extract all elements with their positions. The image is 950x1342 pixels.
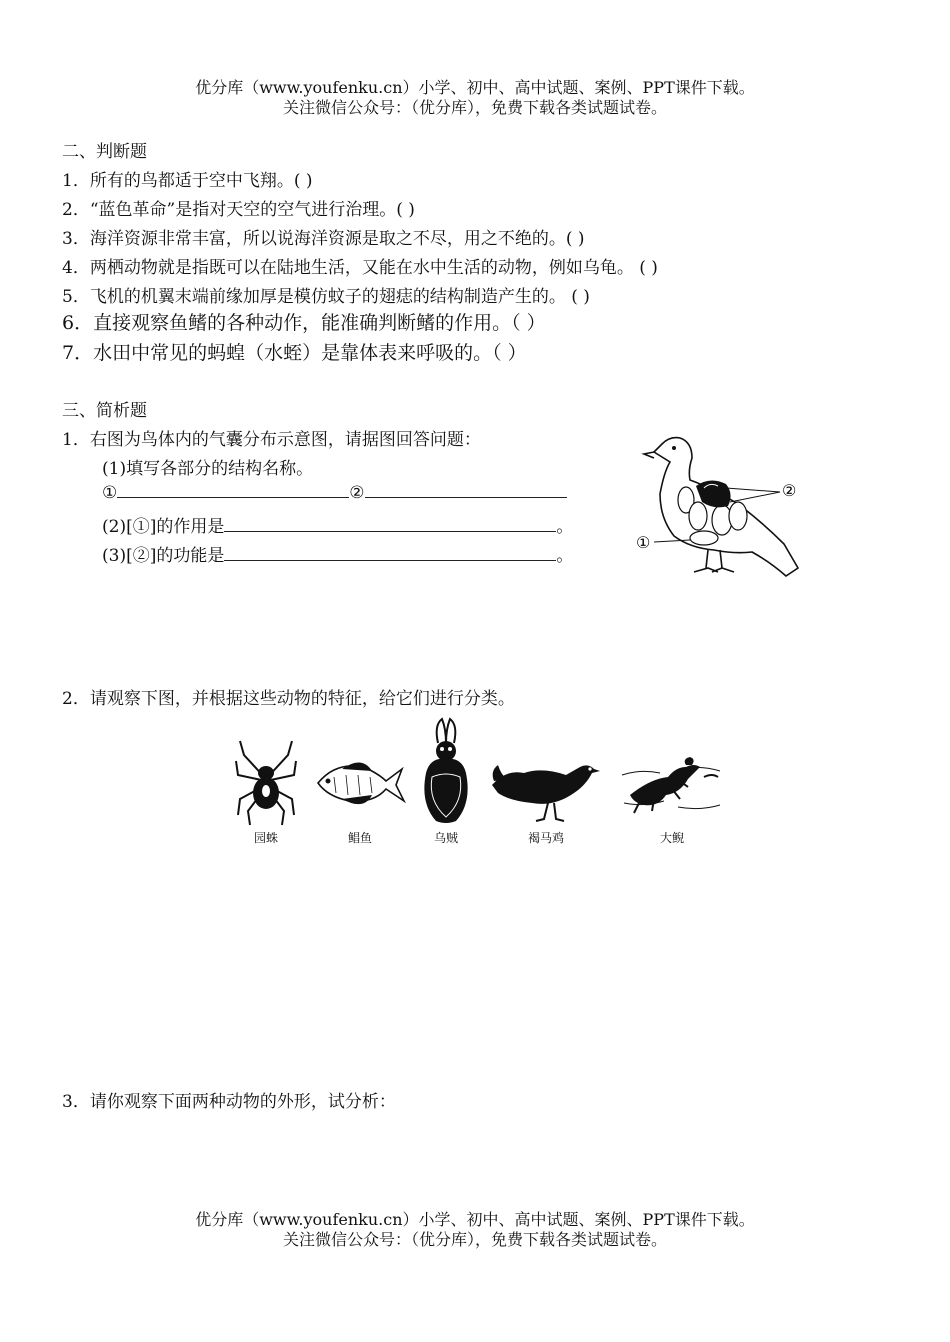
- judge-item-1: 1．所有的鸟都适于空中飞翔。( ): [62, 171, 313, 191]
- answer-blank-2[interactable]: [365, 483, 567, 498]
- footer-line-1: 优分库（www.youfenku.cn）小学、初中、高中试题、案例、PPT课件下载。: [195, 1210, 755, 1229]
- bird-air-sac-figure: [630, 430, 820, 594]
- q1-sub2-end: 。: [556, 517, 574, 537]
- animal-caption-spider: 园蛛: [253, 831, 278, 845]
- animal-caption-pheasant: 褐马鸡: [527, 831, 564, 845]
- answer-blank-4[interactable]: [224, 546, 556, 561]
- judge-item-2: 2．“蓝色革命”是指对天空的空气进行治理。( ): [62, 200, 415, 220]
- header-line-1: 优分库（www.youfenku.cn）小学、初中、高中试题、案例、PPT课件下载。: [195, 78, 755, 97]
- judge-item-5: 5．飞机的机翼末端前缘加厚是模仿蚊子的翅痣的结构制造产生的。 ( ): [62, 287, 590, 307]
- animal-spider: [232, 715, 300, 846]
- q1-sub3-row: [102, 541, 573, 566]
- answer-blank-3[interactable]: [224, 517, 556, 532]
- q1-sub2-row: [102, 512, 573, 537]
- q1-blank-row: [102, 483, 567, 503]
- spider-icon: [232, 715, 300, 827]
- animal-caption-pomfret: 鲳鱼: [347, 831, 372, 845]
- animal-salamander: [620, 715, 724, 846]
- q1-sub3-end: 。: [556, 546, 574, 566]
- header-line-2: 关注微信公众号：（优分库），免费下载各类试题试卷。: [282, 98, 667, 117]
- figure-label-1: ①: [636, 533, 651, 552]
- q1-sub1: (1)填写各部分的结构名称。: [102, 459, 314, 479]
- judge-section-title: 二、判断题: [62, 142, 147, 162]
- salamander-icon: [620, 715, 724, 827]
- q1-stem: 1．右图为鸟体内的气囊分布示意图，请据图回答问题：: [62, 430, 481, 450]
- q1-sub2-label: (2)[①]的作用是: [102, 517, 225, 537]
- q3-stem: 3．请你观察下面两种动物的外形，试分析：: [62, 1092, 396, 1112]
- judge-item-3: 3．海洋资源非常丰富，所以说海洋资源是取之不尽，用之不绝的。( ): [62, 229, 585, 249]
- pomfret-icon: [314, 715, 406, 827]
- judge-item-4: 4．两栖动物就是指既可以在陆地生活，又能在水中生活的动物，例如乌龟。 ( ): [62, 258, 658, 278]
- answer-blank-1[interactable]: [117, 483, 349, 498]
- q1-mark-2: ②: [349, 483, 365, 503]
- footer-line-2: 关注微信公众号：（优分库），免费下载各类试题试卷。: [282, 1230, 667, 1249]
- q2-stem: 2．请观察下图，并根据这些动物的特征，给它们进行分类。: [62, 689, 515, 709]
- figure-label-2: ②: [782, 481, 797, 500]
- judge-item-6: 6．直接观察鱼鳍的各种动作，能准确判断鳍的作用。（ ）: [62, 312, 546, 334]
- pheasant-icon: [488, 715, 604, 827]
- analysis-section-title: 三、简析题: [62, 401, 147, 421]
- q1-sub3-label: (3)[②]的功能是: [102, 546, 225, 566]
- animal-pheasant: [488, 715, 604, 846]
- q1-mark-1: ①: [102, 483, 118, 503]
- animal-caption-salamander: 大鲵: [659, 831, 684, 845]
- animal-squid: [416, 715, 476, 846]
- animal-caption-squid: 乌贼: [433, 831, 458, 845]
- squid-icon: [416, 715, 476, 827]
- judge-item-7: 7．水田中常见的蚂蝗（水蛭）是靠体表来呼吸的。（ ）: [62, 342, 527, 364]
- animal-pomfret: [314, 715, 406, 846]
